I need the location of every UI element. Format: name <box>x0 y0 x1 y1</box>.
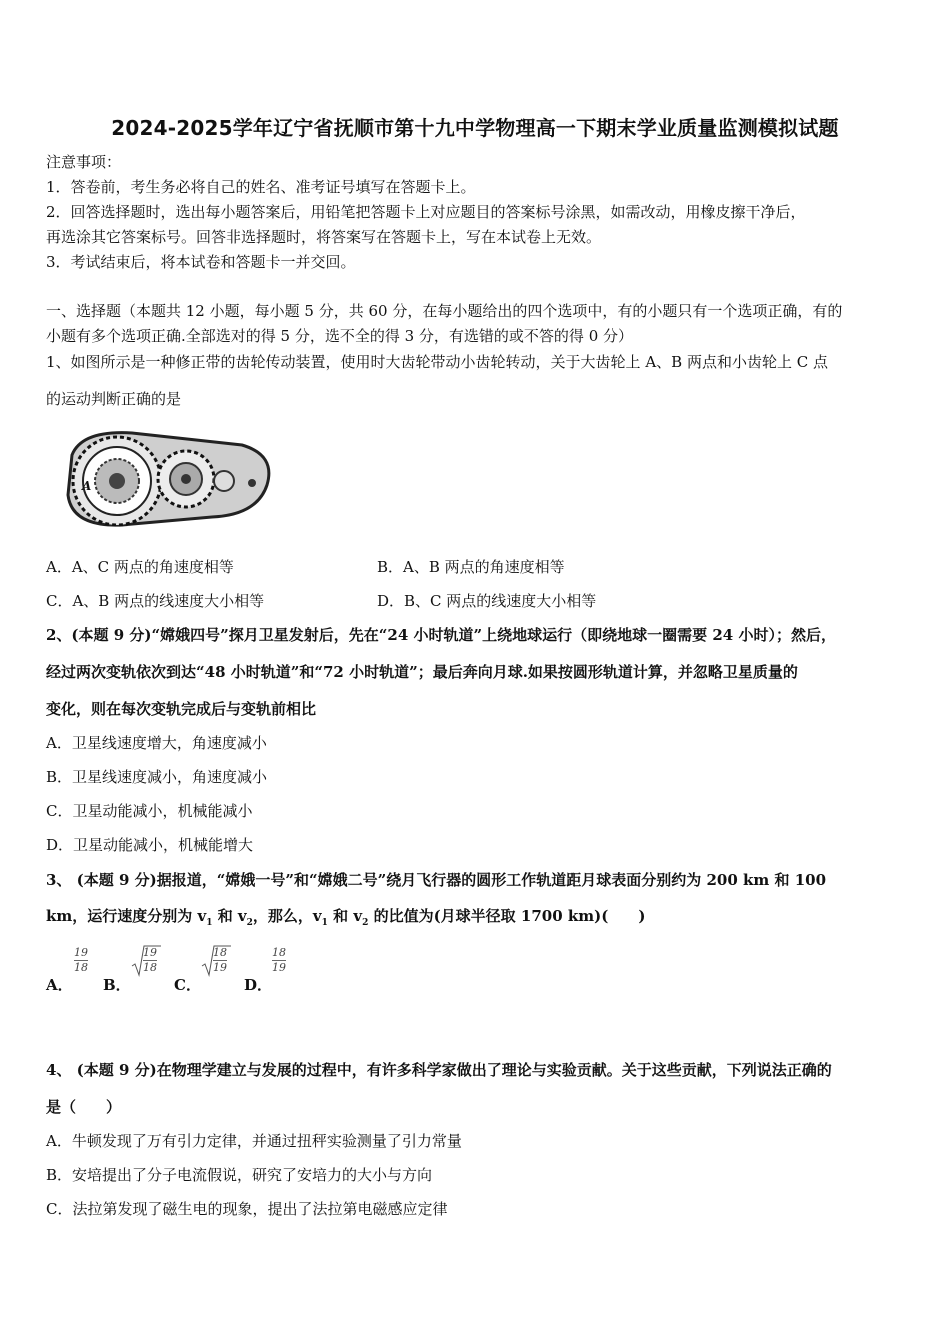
q3-stem: 3、 (本题 9 分)据报道，“嫦娥一号”和“嫦娥二号”绕月飞行器的圆形工作轨道距月球表面分别约为 200 km 和 100 <box>46 871 827 889</box>
q2-stem-cont: 变化，则在每次变轨完成后与变轨前相比 <box>46 700 317 718</box>
q4-option: B．安培提出了分子电流假说，研究了安培力的大小与方向 <box>46 1166 433 1184</box>
q3-option-a-fraction: 19 18 <box>74 946 88 974</box>
q2-stem-cont: 经过两次变轨依次到达“48 小时轨道”和“72 小时轨道”；最后奔向月球.如果按圆形轨道计算，并忽略卫星质量的 <box>46 663 798 681</box>
notice-item: 再选涂其它答案标号。回答非选择题时，将答案写在答题卡上，写在本试卷上无效。 <box>46 228 602 246</box>
gear-figure <box>62 425 276 529</box>
q3-option-d-fraction: 18 19 <box>272 946 286 974</box>
q3-option-b-label: B． <box>103 976 131 994</box>
point-a-label: A <box>82 479 92 493</box>
q4-option: C．法拉第发现了磁生电的现象，提出了法拉第电磁感应定律 <box>46 1200 448 1218</box>
q1-option-a: A．A、C 两点的角速度相等 <box>46 558 234 576</box>
q3-option-c-fraction: 18 19 <box>213 946 227 974</box>
notice-item: 3．考试结束后，将本试卷和答题卡一并交回。 <box>46 253 356 271</box>
page-title: 2024-2025学年辽宁省抚顺市第十九中学物理高一下期末学业质量监测模拟试题 <box>111 116 839 140</box>
q4-stem-cont: 是（ ） <box>46 1098 122 1116</box>
q4-stem: 4、 (本题 9 分)在物理学建立与发展的过程中，有许多科学家做出了理论与实验贡献。关于这些贡献，下列说法正确的 <box>46 1061 832 1079</box>
q2-option: A．卫星线速度增大，角速度减小 <box>46 734 267 752</box>
notice-item: 1．答卷前，考生务必将自己的姓名、准考证号填写在答题卡上。 <box>46 178 476 196</box>
q1-option-d: D．B、C 两点的线速度大小相等 <box>377 592 597 610</box>
section-heading-cont: 小题有多个选项正确.全部选对的得 5 分，选不全的得 3 分，有选错的或不答的得 0 分） <box>46 327 634 345</box>
q1-option-c: C．A、B 两点的线速度大小相等 <box>46 592 265 610</box>
notice-heading: 注意事项： <box>46 153 122 171</box>
q2-stem: 2、(本题 9 分)“嫦娥四号”探月卫星发射后，先在“24 小时轨道”上绕地球运行（即绕地球一圈需要 24 小时）；然后， <box>46 626 836 644</box>
q1-stem: 1、如图所示是一种修正带的齿轮传动装置，使用时大齿轮带动小齿轮转动，关于大齿轮上 A、B 两点和小齿轮上 C 点 <box>46 353 828 371</box>
q1-stem-cont: 的运动判断正确的是 <box>46 390 182 408</box>
q2-option: B．卫星线速度减小，角速度减小 <box>46 768 268 786</box>
section-heading: 一、选择题（本题共 12 小题，每小题 5 分，共 60 分，在每小题给出的四个选项中，有的小题只有一个选项正确，有的 <box>46 302 843 320</box>
q3-option-b-fraction: 19 18 <box>143 946 157 974</box>
q2-option: C．卫星动能减小，机械能减小 <box>46 802 253 820</box>
q4-option: A．牛顿发现了万有引力定律，并通过扭秤实验测量了引力常量 <box>46 1132 462 1150</box>
gear-illustration <box>62 425 276 529</box>
q3-option-c-label: C． <box>174 976 201 994</box>
q3-stem-cont: km，运行速度分别为 $v_1$ 和 $v_2$，那么，$v_1$ 和 $v_2$ 的比值为(月球半径取 1700 km)( ) <box>46 907 646 928</box>
q1-option-b: B．A、B 两点的角速度相等 <box>377 558 565 576</box>
q3-option-a-label: A． <box>46 976 73 994</box>
q3-option-d-label: D． <box>244 976 273 994</box>
q2-option: D．卫星动能减小，机械能增大 <box>46 836 254 854</box>
notice-item: 2．回答选择题时，选出每小题答案后，用铅笔把答题卡上对应题目的答案标号涂黑，如需改动，用橡皮擦干净后， <box>46 203 806 221</box>
